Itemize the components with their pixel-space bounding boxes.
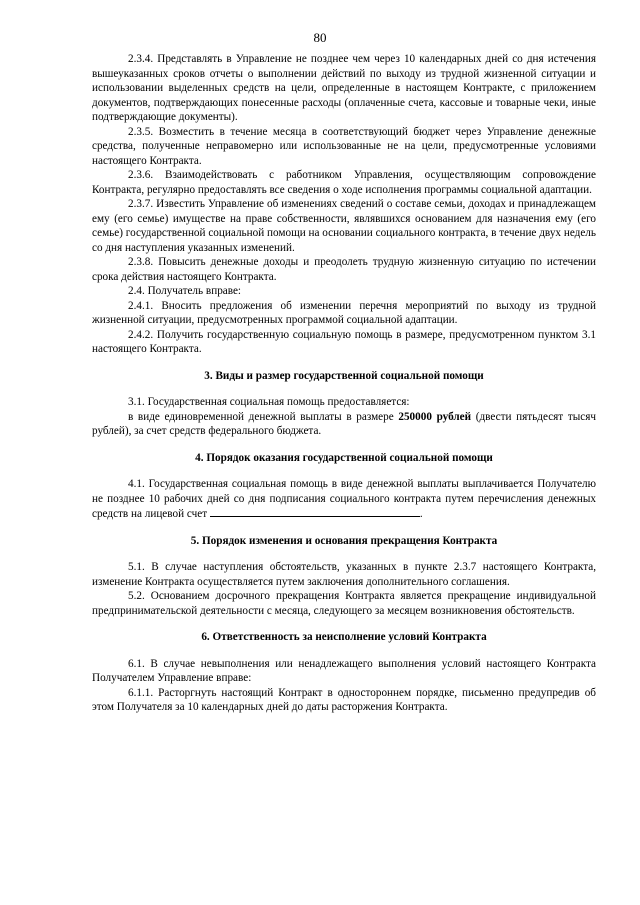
document-body xyxy=(92,52,596,715)
section-6-heading: 6. Ответственность за неисполнение условий Контракта xyxy=(201,631,487,643)
transfer-text: 4.1. Государственная социальная помощь в виде денежной выплаты выплачивается Получателю не позднее 10 рабочих дней со дня подписания социального контракта путем перечисления денежных средств на лицевой счет xyxy=(92,478,596,520)
payment-text-before: в виде единовременной денежной выплаты в размере xyxy=(128,410,399,423)
clause-3-1-payment xyxy=(92,410,596,439)
clause-4-1 xyxy=(92,477,596,522)
clause-3-1: 3.1. Государственная социальная помощь предоставляется: xyxy=(128,396,410,408)
clause-2-4: 2.4. Получатель вправе: xyxy=(128,285,242,297)
clause-2-4-2: 2.4.2. Получить государственную социальную помощь в размере, предусмотренном пунктом 3.1 настоящего Контракта. xyxy=(92,328,596,355)
section-4-heading: 4. Порядок оказания государственной социальной помощи xyxy=(195,451,493,464)
clause-6-1: 6.1. В случае невыполнения или ненадлежащего выполнения условий настоящего Контракта Получателем Управление вправе: xyxy=(92,657,596,684)
clause-6-1-1: 6.1.1. Расторгнуть настоящий Контракт в одностороннем порядке, письменно предупредив об этом Получателя за 10 календарных дней до даты расторжения Контракта. xyxy=(92,686,596,713)
clause-2-3-8: 2.3.8. Повысить денежные доходы и преодолеть трудную жизненную ситуацию по истечении срока действия настоящего Контракта. xyxy=(92,256,596,283)
clause-2-3-4: 2.3.4. Представлять в Управление не позднее чем через 10 календарных дней со дня истечения вышеуказанных сроков отчеты о выполнении действий по выходу из трудной жизненной ситуации и использовании выделенных средств на цели, определенные в настоящем Контракте, с приложением документов, подтверждающих понесенные расходы (оплаченные счета, кассовые и товарные чеки, иные подтверждающие документы). xyxy=(92,53,596,123)
payment-text-after: (двести пятьдесят тысяч рублей), за счет средств федерального бюджета. xyxy=(92,410,596,437)
account-blank-line xyxy=(210,506,420,517)
page-number: 80 xyxy=(313,30,327,45)
section-3-heading: 3. Виды и размер государственной социальной помощи xyxy=(204,369,484,382)
clause-2-3-7: 2.3.7. Известить Управление об изменениях сведений о составе семьи, доходах и принадлежащем ему (его семье) имуществе на праве собственности, являвшихся основанием для назначения ему (его семье) государственной социальной помощи на основании социального контракта, в течение двух недель со дня наступления указанных изменений. xyxy=(92,198,596,254)
clause-5-2: 5.2. Основанием досрочного прекращения Контракта является прекращение индивидуальной предпринимательской деятельности с месяца, следующего за месяцем возникновения обстоятельств. xyxy=(92,590,596,617)
section-5-heading: 5. Порядок изменения и основания прекращения Контракта xyxy=(190,534,498,547)
transfer-end: . xyxy=(419,508,423,520)
clause-2-4-1: 2.4.1. Вносить предложения об изменении перечня мероприятий по выходу из трудной жизненной ситуации, предусмотренных программой социальной адаптации. xyxy=(92,299,596,326)
clause-2-3-5: 2.3.5. Возместить в течение месяца в соответствующий бюджет через Управление денежные средства, полученные неправомерно или использованные не на цели, предусмотренные условиями настоящего Контракта. xyxy=(92,125,596,167)
payment-amount: 250000 рублей xyxy=(398,410,472,423)
clause-2-3-6: 2.3.6. Взаимодействовать с работником Управления, осуществляющим сопровождение Контракта, регулярно предоставлять все сведения о ходе исполнения программы социальной адаптации. xyxy=(92,169,596,196)
clause-5-1: 5.1. В случае наступления обстоятельств, указанных в пункте 2.3.7 настоящего Контракта, изменение Контракта осуществляется путем заключения дополнительного соглашения. xyxy=(92,561,596,588)
